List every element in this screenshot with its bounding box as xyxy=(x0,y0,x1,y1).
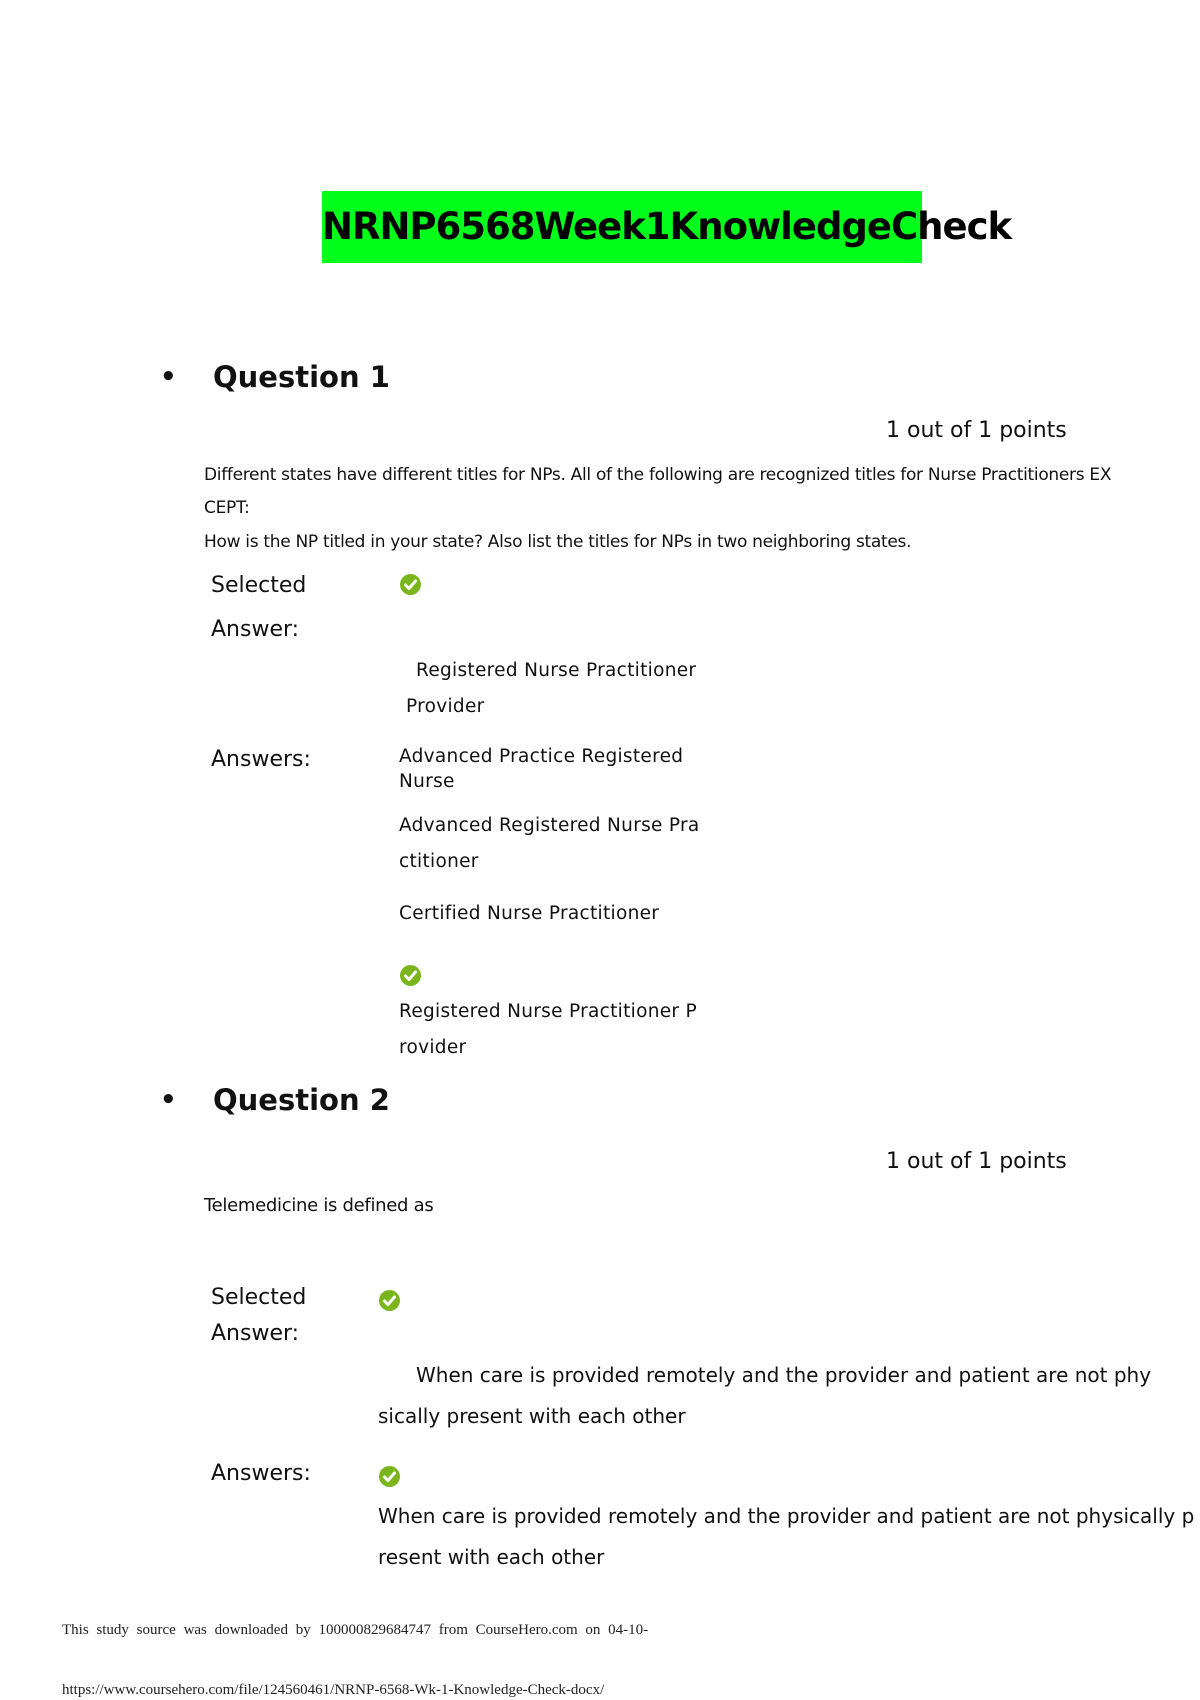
question-2-points: 1 out of 1 points xyxy=(886,1149,1067,1174)
check-circle-icon xyxy=(400,574,421,595)
question-1-points: 1 out of 1 points xyxy=(886,418,1067,443)
question-1-bullet: • xyxy=(160,362,177,392)
question-1-prompt-line-1: Different states have different titles for NPs. All of the following are recognized titles for Nurse Practitioners EX xyxy=(204,465,1112,485)
question-2-heading: Question 2 xyxy=(213,1083,390,1117)
question-1-heading: Question 1 xyxy=(213,360,390,394)
check-circle-icon xyxy=(400,965,421,986)
question-1-answer-4-line-1: Registered Nurse Practitioner P xyxy=(399,1001,697,1022)
question-2-answers-label: Answers: xyxy=(211,1461,311,1486)
question-1-selected-answer-line-1: Registered Nurse Practitioner xyxy=(416,660,697,681)
question-2-bullet: • xyxy=(160,1085,177,1115)
question-1-answer-1-line-2: Nurse xyxy=(399,771,455,792)
footer-source-line: This study source was downloaded by 100000829684747 from CourseHero.com on 04-10- xyxy=(62,1622,649,1638)
question-2-answer-label: Answer: xyxy=(211,1321,300,1346)
question-1-answer-2-line-2: ctitioner xyxy=(399,851,479,872)
question-1-answer-4-line-2: rovider xyxy=(399,1037,467,1058)
question-1-answer-3-line-1: Certified Nurse Practitioner xyxy=(399,903,660,924)
question-1-selected-answer-line-2: Provider xyxy=(406,696,485,717)
question-1-prompt-line-2: CEPT: xyxy=(204,498,250,518)
question-2-selected-answer-line-2: sically present with each other xyxy=(378,1404,686,1428)
page-title: NRNP6568Week1KnowledgeCheck xyxy=(322,191,922,263)
question-2-answer-line-2: resent with each other xyxy=(378,1545,605,1569)
question-1-prompt-line-3: How is the NP titled in your state? Also list the titles for NPs in two neighboring states. xyxy=(204,532,912,552)
check-circle-icon xyxy=(379,1290,400,1311)
question-2-selected-label: Selected xyxy=(211,1285,307,1310)
footer-url[interactable]: https://www.coursehero.com/file/124560461/NRNP-6568-Wk-1-Knowledge-Check-docx/ xyxy=(62,1682,605,1698)
question-1-selected-label: Selected xyxy=(211,573,307,598)
question-1-answers-label: Answers: xyxy=(211,747,311,772)
question-2-answer-line-1: When care is provided remotely and the provider and patient are not physically p xyxy=(378,1504,1195,1528)
question-1-answer-label: Answer: xyxy=(211,617,300,642)
question-2-selected-answer-line-1: When care is provided remotely and the provider and patient are not phy xyxy=(416,1363,1152,1387)
question-2-prompt: Telemedicine is defined as xyxy=(204,1195,434,1216)
question-1-answer-2-line-1: Advanced Registered Nurse Pra xyxy=(399,815,700,836)
question-1-answer-1-line-1: Advanced Practice Registered xyxy=(399,746,684,767)
check-circle-icon xyxy=(379,1466,400,1487)
